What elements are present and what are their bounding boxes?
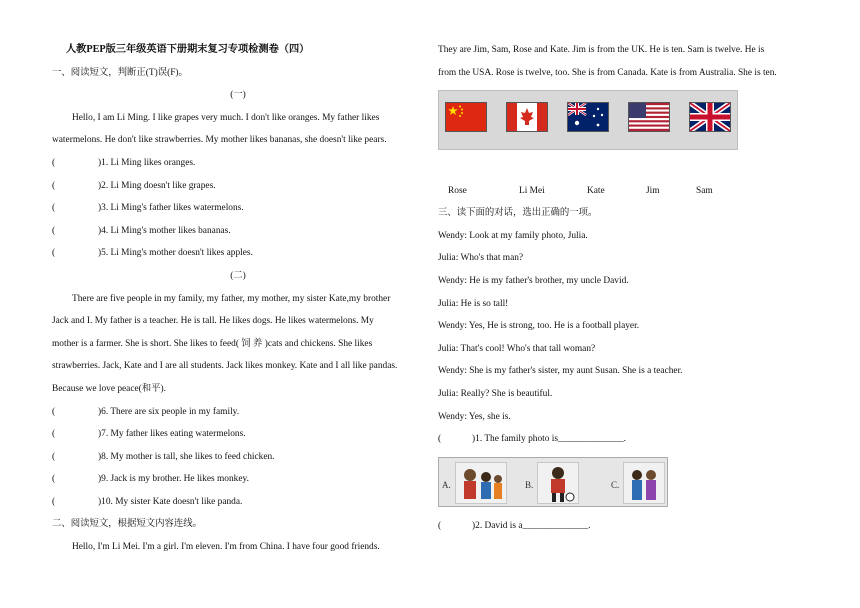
question-2: ( )2. Li Ming doesn't like grapes. (52, 180, 216, 191)
family-photo-c-icon (624, 463, 664, 503)
name-kate: Kate (587, 186, 605, 197)
photo-option-b-label: B. (525, 479, 534, 490)
usa-flag (628, 102, 670, 132)
name-jim: Jim (646, 186, 660, 197)
section3-heading: 三、读下面的对话，选出正确的一项。 (438, 208, 598, 219)
name-sam: Sam (696, 186, 713, 197)
name-rose: Rose (448, 186, 467, 197)
dialogue-line-3: Wendy: He is my father's brother, my uncle David. (438, 275, 629, 286)
flags-strip (438, 90, 738, 150)
section2-heading: 二、阅读短文，根据短文内容连线。 (52, 519, 203, 530)
uk-flag (689, 102, 731, 132)
photo-option-a (455, 462, 507, 504)
family-photo-b-icon (538, 463, 578, 503)
section1-heading: 一、阅读短文，判断正(T)误(F)。 (52, 67, 188, 78)
passage2-line-5: Because we love peace(和平). (52, 383, 167, 394)
left-column (52, 0, 424, 559)
question-7: ( )7. My father likes eating watermelons. (52, 429, 246, 440)
question-10: ( )10. My sister Kate doesn't like panda. (52, 496, 243, 507)
photo-option-b (537, 462, 579, 504)
passage2-line-3: mother is a farmer. She is short. She likes to feed( 饲 养 )cats and chickens. She likes (52, 338, 373, 349)
passage1-line-2: watermelons. He don't like strawberries. My mother likes bananas, she doesn't like pears. (52, 135, 387, 146)
dialogue-line-5: Wendy: Yes, He is strong, too. He is a football player. (438, 321, 640, 332)
canada-flag-icon (507, 103, 547, 131)
passage1-line-1: Hello, I am Li Ming. I like grapes very much. I don't like oranges. My father likes (72, 112, 380, 123)
usa-flag-icon (629, 103, 669, 131)
canada-flag (506, 102, 548, 132)
right-column (438, 0, 810, 537)
question-1: ( )1. Li Ming likes oranges. (52, 157, 196, 168)
australia-flag (567, 102, 609, 132)
dialogue-line-9: Wendy: Yes, she is. (438, 411, 511, 422)
section3-question-2: ( )2. David is a______________. (438, 520, 591, 531)
section3-question-1: ( )1. The family photo is______________. (438, 434, 626, 445)
photo-option-c-label: C. (611, 479, 620, 490)
question-9: ( )9. Jack is my brother. He likes monkey. (52, 474, 249, 485)
passage2-line-2: Jack and I. My father is a teacher. He is tall. He likes dogs. He likes watermelons. My (52, 316, 374, 327)
names-row (438, 180, 810, 202)
family-photo-options (438, 457, 668, 507)
question-3: ( )3. Li Ming's father likes watermelons. (52, 203, 244, 214)
family-photo-a-icon (456, 463, 506, 503)
question-5: ( )5. Li Ming's mother doesn't likes apples. (52, 248, 253, 259)
part2-label: (二) (230, 270, 246, 281)
page-title: 人教PEP版三年级英语下册期末复习专项检测卷（四） (66, 44, 310, 55)
china-flag-icon (446, 103, 486, 131)
uk-flag-icon (690, 103, 730, 131)
dialogue-line-2: Julia: Who's that man? (438, 253, 524, 264)
section2-passage-line-3: from the USA. Rose is twelve, too. She is from Canada. Kate is from Australia. She is ten. (438, 67, 777, 78)
question-8: ( )8. My mother is tall, she likes to feed chicken. (52, 451, 275, 462)
photo-option-c (623, 462, 665, 504)
dialogue-line-6: Julia: That's cool! Who's that tall woman? (438, 343, 596, 354)
china-flag (445, 102, 487, 132)
dialogue-line-4: Julia: He is so tall! (438, 298, 509, 309)
dialogue-line-7: Wendy: She is my father's sister, my aunt Susan. She is a teacher. (438, 366, 683, 377)
question-6: ( )6. There are six people in my family. (52, 406, 240, 417)
question-4: ( )4. Li Ming's mother likes bananas. (52, 225, 231, 236)
passage2-line-4: strawberries. Jack, Kate and I are all students. Jack likes monkey. Kate and I all like pandas. (52, 361, 398, 372)
photo-option-a-label: A. (442, 479, 451, 490)
section2-passage-line-1: Hello, I'm Li Mei. I'm a girl. I'm eleven. I'm from China. I have four good friends. (72, 542, 380, 553)
dialogue-line-1: Wendy: Look at my family photo, Julia. (438, 230, 588, 241)
australia-flag-icon (568, 103, 608, 131)
part1-label: (一) (230, 90, 246, 101)
section2-passage-line-2: They are Jim, Sam, Rose and Kate. Jim is from the UK. He is ten. Sam is twelve. He is (438, 45, 765, 55)
name-li-mei: Li Mei (519, 186, 545, 197)
passage2-line-1: There are five people in my family, my father, my mother, my sister Kate,my brother (72, 293, 391, 304)
dialogue-line-8: Julia: Really? She is beautiful. (438, 388, 553, 399)
